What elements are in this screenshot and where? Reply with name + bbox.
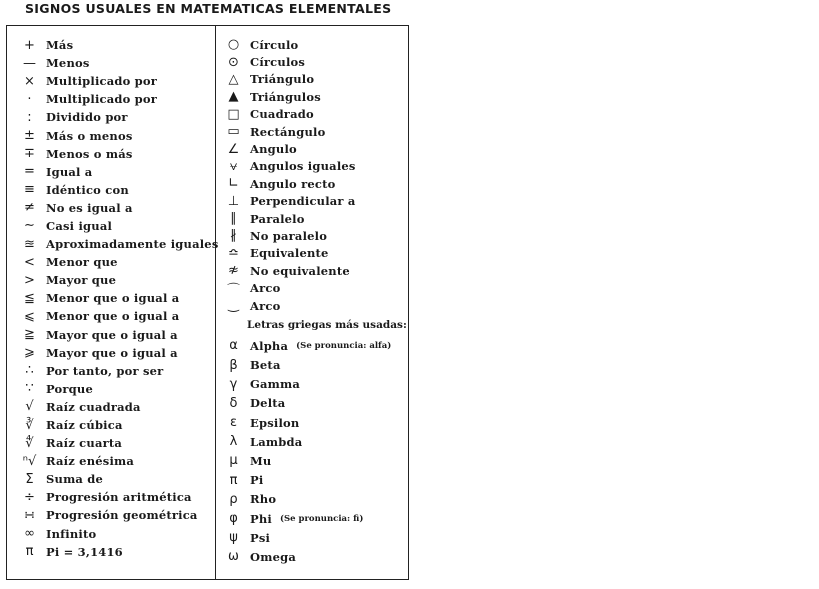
symbol-meaning: Suma de xyxy=(46,472,104,487)
symbol-row xyxy=(217,36,407,53)
symbol-meaning: Alpha xyxy=(250,338,289,353)
math-symbol: △ xyxy=(228,71,239,87)
symbol-row xyxy=(217,413,407,432)
symbol-meaning: Círculo xyxy=(250,37,299,52)
symbol-row xyxy=(217,158,407,175)
symbol-row xyxy=(13,398,213,416)
symbol-row xyxy=(13,525,213,543)
symbol-row xyxy=(13,289,213,307)
math-symbol: > xyxy=(24,272,35,288)
math-symbol: ρ xyxy=(229,491,238,507)
symbol-meaning: Arco xyxy=(250,298,281,313)
column-divider xyxy=(215,26,216,579)
math-symbol: □ xyxy=(227,106,240,122)
symbol-row xyxy=(217,262,407,279)
pronunciation-note: (Se pronuncia: alfa) xyxy=(296,340,392,351)
math-symbol: ≊ xyxy=(24,236,35,252)
symbol-row xyxy=(217,336,407,355)
math-symbol: < xyxy=(24,254,35,270)
symbol-row xyxy=(217,140,407,157)
symbol-row xyxy=(13,199,213,217)
symbol-meaning: Menor que o igual a xyxy=(46,309,180,324)
symbol-row xyxy=(217,175,407,192)
math-symbol: ∺ xyxy=(24,507,35,523)
math-symbol: √ xyxy=(25,399,34,415)
symbol-meaning: Paralelo xyxy=(250,211,305,226)
symbol-meaning: Raíz enésima xyxy=(46,454,135,469)
math-symbol: ⌒ xyxy=(226,282,240,298)
symbol-meaning: Triángulo xyxy=(250,72,315,87)
symbol-meaning: No paralelo xyxy=(250,228,328,243)
symbol-meaning: Rho xyxy=(250,492,277,507)
symbol-meaning: Menor que xyxy=(46,255,118,270)
symbol-row xyxy=(217,375,407,394)
symbol-row xyxy=(13,380,213,398)
symbol-meaning: Mayor que o igual a xyxy=(46,327,178,342)
math-symbol: π xyxy=(25,544,34,560)
math-symbol: ± xyxy=(24,128,35,144)
symbol-meaning: Por tanto, por ser xyxy=(46,363,164,378)
symbol-meaning: Delta xyxy=(250,396,286,411)
math-symbol: ○ xyxy=(227,37,240,53)
math-symbol: λ xyxy=(229,434,238,450)
symbol-meaning: Más o menos xyxy=(46,128,133,143)
symbol-row xyxy=(13,362,213,380)
symbol-row xyxy=(13,488,213,506)
math-symbol: ∟ xyxy=(228,176,239,192)
symbol-meaning: Mayor que xyxy=(46,273,117,288)
symbol-meaning: No es igual a xyxy=(46,200,133,215)
symbol-row xyxy=(13,163,213,181)
symbol-row xyxy=(217,279,407,296)
symbol-meaning: Aproximadamente iguales xyxy=(46,237,219,252)
symbol-meaning: Mayor que o igual a xyxy=(46,345,178,360)
symbol-meaning: Idéntico con xyxy=(46,182,129,197)
math-symbol: × xyxy=(24,73,35,89)
right-column xyxy=(217,36,407,567)
symbol-row xyxy=(13,307,213,325)
math-symbol: ≉ xyxy=(228,263,239,279)
symbol-row xyxy=(217,245,407,262)
math-symbol: ≠ xyxy=(24,200,35,216)
symbol-meaning: Igual a xyxy=(46,164,93,179)
symbol-row xyxy=(13,90,213,108)
symbol-meaning: Angulo recto xyxy=(250,176,336,191)
math-symbol: φ xyxy=(229,511,238,527)
symbol-row xyxy=(217,106,407,123)
math-symbol: : xyxy=(27,109,32,125)
symbol-meaning: Triángulos xyxy=(250,89,321,104)
symbol-row xyxy=(217,394,407,413)
symbol-meaning: Progresión aritmética xyxy=(46,490,192,505)
symbol-meaning: Epsilon xyxy=(250,415,300,430)
symbols-table xyxy=(6,25,409,580)
symbol-row xyxy=(13,416,213,434)
math-symbol: = xyxy=(24,164,35,180)
symbol-meaning: Menor que o igual a xyxy=(46,291,180,306)
symbol-row xyxy=(217,193,407,210)
symbol-meaning: Progresión geométrica xyxy=(46,508,198,523)
math-symbol: ∥ xyxy=(230,211,237,227)
symbol-meaning: Infinito xyxy=(46,526,97,541)
math-symbol: ≧ xyxy=(24,327,35,343)
symbol-row xyxy=(13,543,213,561)
symbol-meaning: No equivalente xyxy=(250,263,350,278)
symbol-meaning: Círculos xyxy=(250,55,306,70)
symbol-row xyxy=(13,326,213,344)
math-symbol: ÷ xyxy=(24,489,35,505)
symbol-row xyxy=(13,434,213,452)
symbol-row xyxy=(217,71,407,88)
symbol-meaning: Raíz cuadrada xyxy=(46,399,141,414)
symbol-row xyxy=(13,126,213,144)
math-symbol: ≡ xyxy=(24,182,35,198)
math-symbol: ∛ xyxy=(25,417,34,433)
symbol-meaning: Mu xyxy=(250,453,272,468)
symbol-meaning: Perpendicular a xyxy=(250,194,356,209)
math-symbol: ∜ xyxy=(25,435,34,451)
symbol-meaning: Beta xyxy=(250,358,281,373)
symbol-meaning: Pi xyxy=(250,473,264,488)
math-symbol: ▭ xyxy=(227,124,240,140)
math-symbol: ⩝ xyxy=(229,158,238,174)
symbol-meaning: Angulo xyxy=(250,142,297,157)
symbol-row xyxy=(217,355,407,374)
symbol-meaning: Arco xyxy=(250,281,281,296)
math-symbol: ∞ xyxy=(24,526,35,542)
math-symbol: ‿ xyxy=(228,298,239,314)
math-symbol: Σ xyxy=(25,471,34,487)
math-symbol: ∦ xyxy=(230,228,237,244)
math-symbol: ⩾ xyxy=(24,345,35,361)
math-symbol: π xyxy=(229,472,238,488)
symbol-row xyxy=(217,53,407,70)
symbol-row xyxy=(13,181,213,199)
math-symbol: β xyxy=(229,357,238,373)
symbol-row xyxy=(13,145,213,163)
symbol-row xyxy=(217,297,407,314)
symbol-row xyxy=(13,54,213,72)
symbol-row xyxy=(13,271,213,289)
symbol-meaning: Dividido por xyxy=(46,110,128,125)
symbol-row xyxy=(217,432,407,451)
math-symbol: ⩽ xyxy=(24,308,35,324)
math-symbol: ω xyxy=(228,549,239,565)
math-symbol: ∵ xyxy=(25,381,34,397)
symbol-row xyxy=(13,506,213,524)
symbol-row xyxy=(13,217,213,235)
math-symbol: δ xyxy=(229,395,238,411)
math-symbol: · xyxy=(27,91,32,107)
symbol-meaning: Omega xyxy=(250,549,296,564)
symbol-row xyxy=(13,108,213,126)
left-column xyxy=(13,36,219,561)
symbol-meaning: Casi igual xyxy=(46,218,113,233)
symbol-meaning: Raíz cuarta xyxy=(46,436,123,451)
math-symbol: ≏ xyxy=(228,245,239,261)
greek-letters-heading: Letras griegas más usadas: xyxy=(247,319,407,332)
math-symbol: + xyxy=(24,37,35,53)
symbol-row xyxy=(217,123,407,140)
symbol-meaning: Gamma xyxy=(250,377,301,392)
math-symbol: ≦ xyxy=(24,290,35,306)
math-symbol: ⊥ xyxy=(227,193,240,209)
symbol-meaning: Cuadrado xyxy=(250,107,314,122)
symbol-row xyxy=(217,490,407,509)
symbol-meaning: Multiplicado por xyxy=(46,92,158,107)
symbol-row xyxy=(217,227,407,244)
symbol-meaning: Porque xyxy=(46,381,93,396)
symbol-row xyxy=(13,470,213,488)
symbol-row xyxy=(13,344,213,362)
symbol-row xyxy=(217,528,407,547)
symbol-meaning: Menos o más xyxy=(46,146,133,161)
symbol-row xyxy=(13,36,213,54)
symbol-meaning: Menos xyxy=(46,56,90,71)
symbol-row xyxy=(217,509,407,528)
symbol-meaning: Angulos iguales xyxy=(250,159,356,174)
symbol-meaning: Psi xyxy=(250,530,271,545)
symbol-meaning: Equivalente xyxy=(250,246,329,261)
math-symbol: ▲ xyxy=(228,89,239,105)
geometry-symbols-list xyxy=(217,36,407,314)
symbol-row xyxy=(217,210,407,227)
symbol-row xyxy=(13,72,213,90)
math-symbol: ∼ xyxy=(24,218,35,234)
symbol-row xyxy=(13,253,213,271)
math-symbol: — xyxy=(23,55,36,71)
symbol-row xyxy=(217,547,407,566)
symbol-meaning: Más xyxy=(46,38,74,53)
symbol-meaning: Lambda xyxy=(250,434,303,449)
pronunciation-note: (Se pronuncia: fi) xyxy=(279,513,364,524)
math-symbol: ε xyxy=(229,415,238,431)
math-symbol: ⊙ xyxy=(228,54,239,70)
math-symbol: ψ xyxy=(229,530,238,546)
symbol-meaning: Rectángulo xyxy=(250,124,326,139)
symbol-meaning: Multiplicado por xyxy=(46,74,158,89)
symbol-meaning: Pi = 3,1416 xyxy=(46,544,123,559)
symbol-row xyxy=(217,471,407,490)
page-title: SIGNOS USUALES EN MATEMATICAS ELEMENTALES xyxy=(25,1,392,16)
symbol-meaning: Phi xyxy=(250,511,272,526)
symbol-row xyxy=(13,235,219,253)
math-symbol: ⁿ√ xyxy=(22,453,37,469)
symbol-meaning: Raíz cúbica xyxy=(46,418,123,433)
math-symbol: ∴ xyxy=(25,363,34,379)
symbol-row xyxy=(13,452,213,470)
math-symbol: ∓ xyxy=(24,146,35,162)
math-symbol: γ xyxy=(229,376,238,392)
math-symbol: ∠ xyxy=(227,141,240,157)
math-symbol: μ xyxy=(229,453,238,469)
greek-letters-list xyxy=(217,336,407,566)
symbol-row xyxy=(217,88,407,105)
symbol-row xyxy=(217,451,407,470)
math-symbol: α xyxy=(229,338,238,354)
